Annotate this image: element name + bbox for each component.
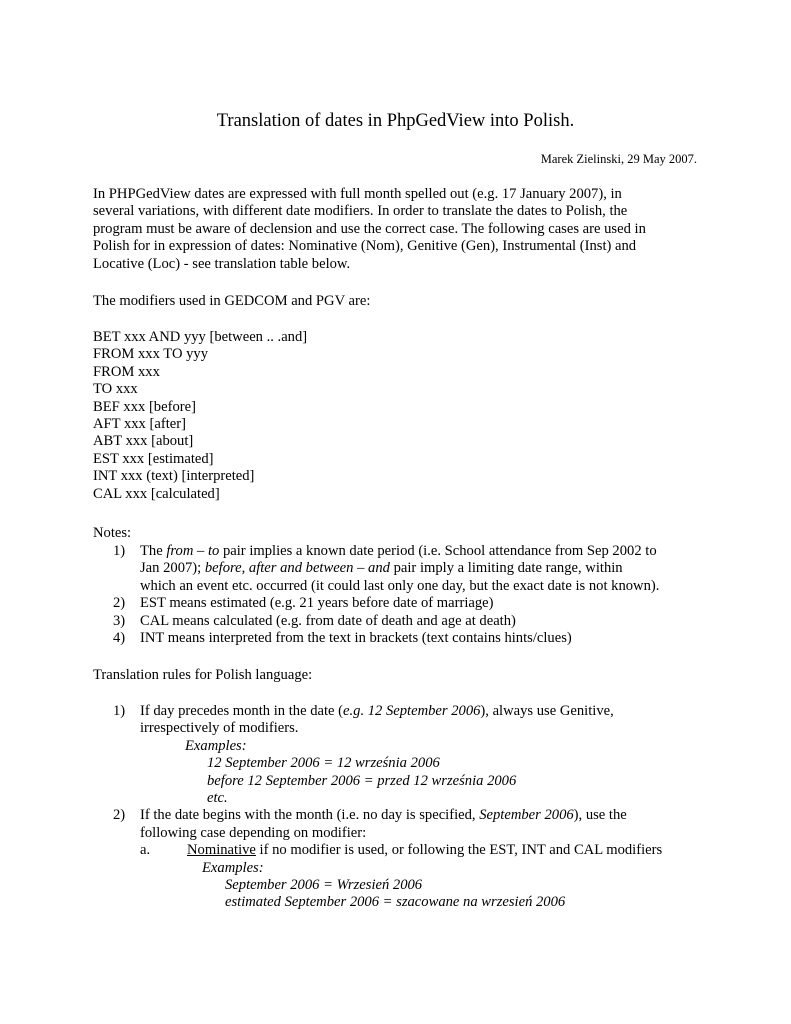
modifiers-list [93, 329, 703, 503]
modifier-item: AFT xxx [after] [93, 416, 186, 433]
note-marker: 1) [113, 543, 126, 559]
rule-item [113, 703, 703, 807]
example-line: estimated September 2006 = szacowane na wrzesień 2006 [225, 894, 566, 911]
note-text: pair implies a known date period (i.e. School attendance from Sep 2002 to [219, 543, 657, 559]
note-item [113, 543, 703, 595]
modifier-item: FROM xxx TO yyy [93, 346, 209, 363]
note-text: INT means interpreted from the text in brackets (text contains hints/clues) [140, 630, 572, 647]
author-date-line: Marek Zielinski, 29 May 2007. [540, 152, 697, 166]
note-item [113, 630, 703, 647]
modifier-item: FROM xxx [93, 363, 160, 380]
modifier-item: CAL xxx [calculated] [93, 485, 220, 502]
note-text: CAL means calculated (e.g. from date of death and age at death) [140, 612, 516, 629]
modifier-item: TO xxx [93, 381, 138, 398]
rules-heading: Translation rules for Polish language: [93, 667, 313, 683]
note-emphasis: from – to [166, 543, 220, 559]
intro-line: Polish for in expression of dates: Nominative (Nom), Genitive (Gen), Instrumental (Inst) and [93, 238, 637, 255]
case-name: Nominative [187, 842, 256, 859]
note-marker: 4) [113, 630, 126, 647]
note-text: which an event etc. occurred (it could last only one day, but the exact date is not known). [140, 577, 660, 594]
modifier-item: INT xxx (text) [interpreted] [93, 468, 255, 485]
intro-line: Locative (Loc) - see translation table below. [93, 255, 351, 272]
rule-text: ), always use Genitive, [480, 703, 614, 719]
intro-paragraph [93, 186, 703, 273]
note-emphasis: before, after and between – and [204, 560, 390, 577]
intro-line: In PHPGedView dates are expressed with full month spelled out (e.g. 17 January 2007), in [93, 186, 622, 202]
examples-label: Examples: [185, 737, 247, 754]
note-text: Jan 2007); [140, 560, 205, 577]
note-marker: 3) [113, 612, 126, 629]
example-line: September 2006 = Wrzesień 2006 [225, 877, 423, 894]
note-item [113, 595, 703, 612]
subrule-item [140, 842, 703, 912]
rule-text: irrespectively of modifiers. [140, 720, 299, 737]
note-text: pair imply a limiting date range, within [389, 560, 623, 577]
modifier-item: EST xxx [estimated] [93, 450, 214, 467]
example-line: before 12 September 2006 = przed 12 września 2006 [207, 772, 517, 789]
examples-label: Examples: [202, 859, 264, 876]
rules-list [113, 703, 703, 912]
document-title: Translation of dates in PhpGedView into Polish. [216, 111, 575, 131]
example-line: etc. [207, 790, 228, 807]
modifier-item: BEF xxx [before] [93, 398, 196, 415]
rule-emphasis: e.g. 12 September 2006 [343, 703, 481, 719]
example-line: 12 September 2006 = 12 września 2006 [207, 755, 440, 772]
intro-line: several variations, with different date modifiers. In order to translate the dates to Polish, the [93, 203, 628, 220]
rule-emphasis: September 2006 [479, 807, 574, 824]
rule-item [113, 807, 703, 911]
subrule-marker: a. [140, 842, 151, 859]
rule-marker: 2) [113, 807, 126, 824]
modifiers-intro: The modifiers used in GEDCOM and PGV are: [93, 293, 371, 309]
subrule-text: if no modifier is used, or following the EST, INT and CAL modifiers [255, 842, 663, 859]
rule-text: ), use the [573, 807, 627, 824]
note-text: The [140, 543, 167, 559]
notes-heading: Notes: [93, 525, 132, 541]
note-marker: 2) [113, 595, 126, 612]
rule-marker: 1) [113, 703, 126, 719]
intro-line: program must be aware of declension and use the correct case. The following cases are used in [93, 220, 646, 237]
notes-list [113, 543, 703, 647]
rule-text: If the date begins with the month (i.e. no day is specified, [140, 807, 480, 824]
rule-text: If day precedes month in the date ( [140, 703, 344, 719]
rule-text: following case depending on modifier: [140, 824, 367, 841]
modifier-item: BET xxx AND yyy [between .. .and] [93, 329, 308, 345]
note-text: EST means estimated (e.g. 21 years before date of marriage) [140, 595, 494, 612]
note-item [113, 613, 703, 630]
modifier-item: ABT xxx [about] [93, 433, 194, 450]
